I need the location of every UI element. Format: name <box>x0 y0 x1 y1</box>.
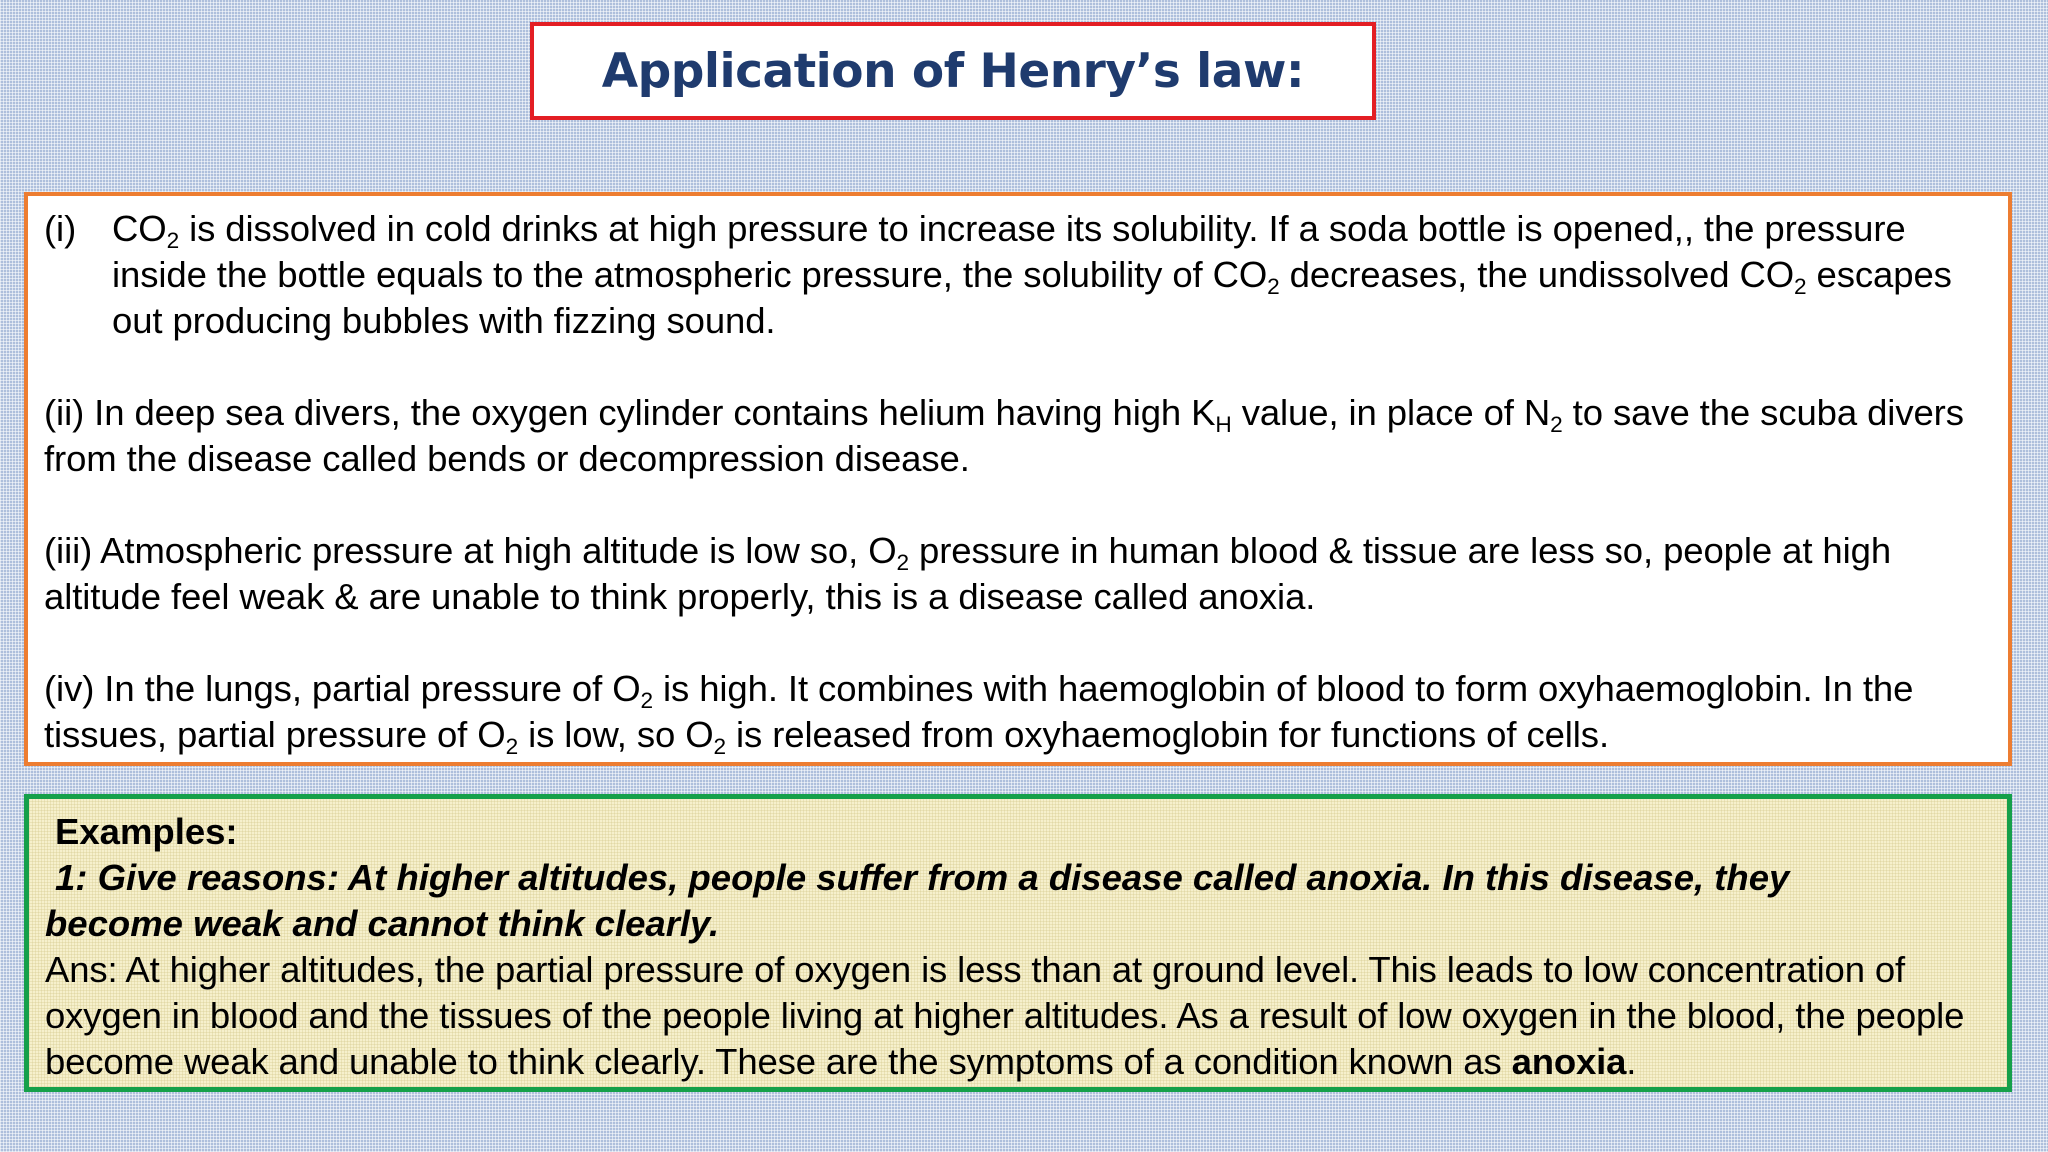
point-iii: (iii) Atmospheric pressure at high altitude is low so, $O_2$ pressure in human blood & tissue are less so, people at high altitude feel weak & are unable to think properly, this is a disease called anoxia. <box>44 530 1892 617</box>
title-box <box>530 22 1376 120</box>
point-iv: (iv) In the lungs, partial pressure of $O_2$ is high. It combines with haemoglobin of blood to form oxyhaemoglobin. In the tissues, partial pressure of $O_2$ is low, so $O_2$ is released from oxyhaemoglobin for functions of cells. <box>44 668 1914 759</box>
point-body: $CO_2$ is dissolved in cold drinks at high pressure to increase its solubility. If a soda bottle is opened,, the pressure inside the bottle equals to the atmospheric pressure, the solubility of $CO_2$ decreases, the undissolved $CO_2$ escapes out producing bubbles with fizzing sound. <box>112 208 1952 341</box>
example-question: 1: Give reasons: At higher altitudes, people suffer from a disease called anoxia. In this disease, they become weak and cannot think clearly. <box>45 857 1790 944</box>
point-i <box>44 206 1992 344</box>
answer-keyword: anoxia <box>1511 1041 1627 1082</box>
examples-heading: Examples: <box>55 811 238 852</box>
example-answer: Ans: At higher altitudes, the partial pressure of oxygen is less than at ground level. This leads to low concentration of oxygen in blood and the tissues of the people living at higher altitudes. As a result of low oxygen in the blood, the people become weak and unable to think clearly. These are the symptoms of a condition known as anoxia. <box>45 949 1965 1082</box>
slide-title: Application of Henry’s law: <box>601 43 1305 99</box>
point-number: (i) <box>44 208 77 249</box>
point-ii: (ii) In deep sea divers, the oxygen cylinder contains helium having high $K_H$ value, in place of $N_2$ to save the scuba divers from the disease called bends or decompression disease. <box>44 392 1964 479</box>
applications-box <box>24 192 2012 766</box>
examples-box <box>24 794 2012 1092</box>
